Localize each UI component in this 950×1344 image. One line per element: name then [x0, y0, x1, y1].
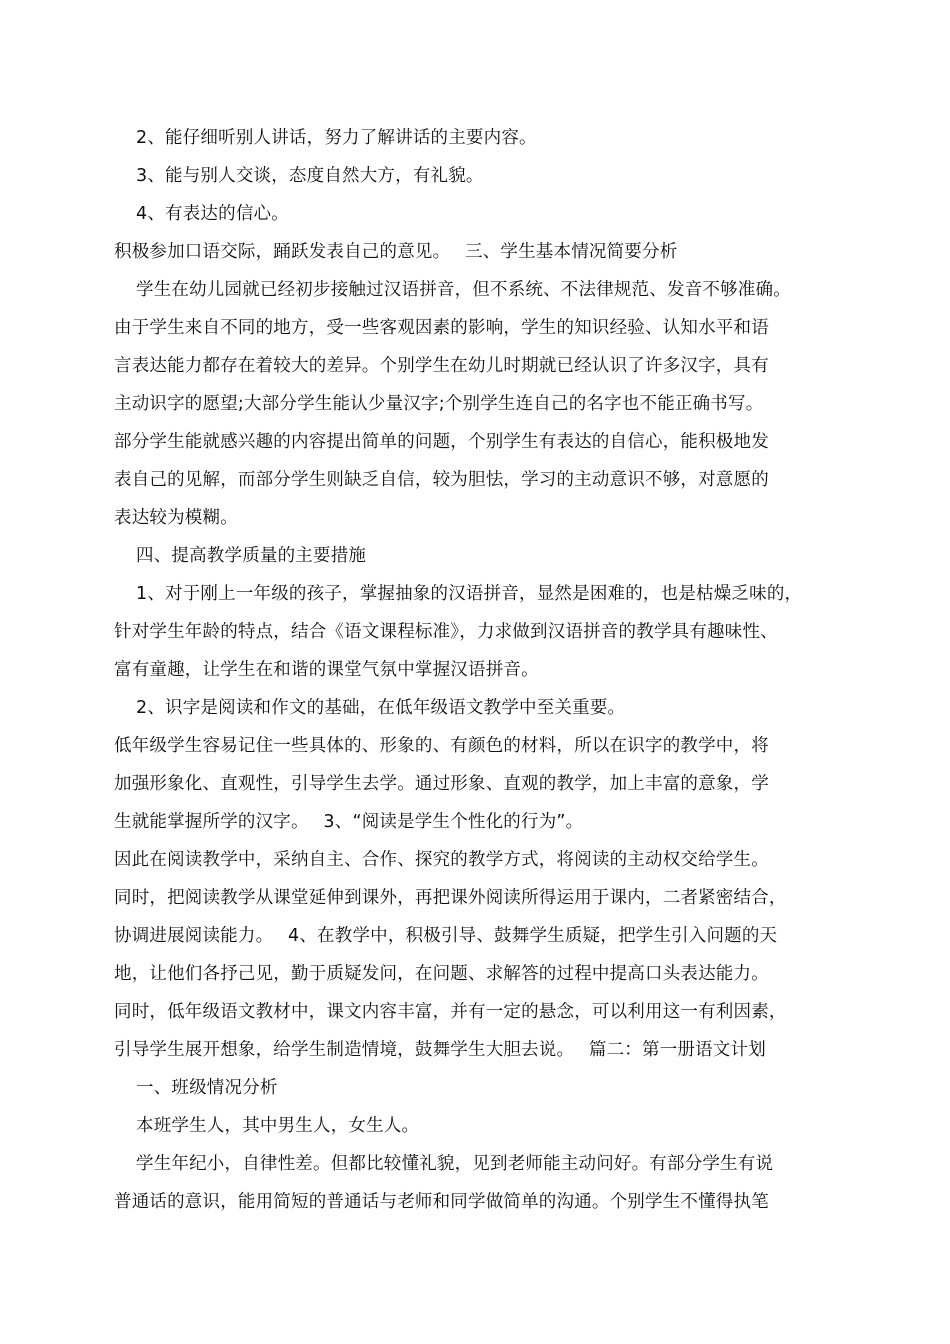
text-line: 引导学生展开想象，给学生制造情境，鼓舞学生大胆去说。 篇二：第一册语文计划 [114, 1040, 766, 1060]
section-heading: 一、班级情况分析 [136, 1078, 278, 1098]
text-line: 本班学生人，其中男生人，女生人。 [136, 1116, 420, 1136]
text-line: 2、识字是阅读和作文的基础，在低年级语文教学中至关重要。 [136, 698, 626, 718]
text-line: 因此在阅读教学中，采纳自主、合作、探究的教学方式，将阅读的主动权交给学生。 [114, 850, 769, 870]
text-line: 同时，把阅读教学从课堂延伸到课外，再把课外阅读所得运用于课内，二者紧密结合， [114, 888, 787, 908]
text-line: 普通话的意识，能用简短的普通话与老师和同学做简单的沟通。个别学生不懂得执笔 [114, 1192, 769, 1212]
text-line: 富有童趣，让学生在和谐的课堂气氛中掌握汉语拼音。 [114, 660, 539, 680]
text-line: 低年级学生容易记住一些具体的、形象的、有颜色的材料，所以在识字的教学中，将 [114, 736, 769, 756]
text-line: 4、有表达的信心。 [136, 204, 289, 224]
text-line: 积极参加口语交际，踊跃发表自己的意见。 三、学生基本情况简要分析 [114, 242, 678, 262]
text-line: 针对学生年龄的特点，结合《语文课程标准》，力求做到汉语拼音的教学具有趣味性、 [114, 622, 778, 642]
text-line: 表达较为模糊。 [114, 508, 238, 528]
text-line: 生就能掌握所学的汉字。 3、“阅读是学生个性化的行为”。 [114, 812, 584, 832]
text-line: 1、对于刚上一年级的孩子，掌握抽象的汉语拼音，显然是困难的，也是枯燥乏味的， [136, 584, 803, 604]
text-line: 加强形象化、直观性，引导学生去学。通过形象、直观的教学，加上丰富的意象，学 [114, 774, 769, 794]
text-line: 言表达能力都存在着较大的差异。个别学生在幼儿时期就已经认识了许多汉字，具有 [114, 356, 769, 376]
text-line: 学生年纪小，自律性差。但都比较懂礼貌，见到老师能主动问好。有部分学生有说 [136, 1154, 774, 1174]
text-line: 2、能仔细听别人讲话，努力了解讲话的主要内容。 [136, 128, 537, 148]
text-line: 地，让他们各抒己见，勤于质疑发问，在问题、求解答的过程中提高口头表达能力。 [114, 964, 769, 984]
text-line: 协调进展阅读能力。 4、在教学中，积极引导、鼓舞学生质疑，把学生引入问题的天 [114, 926, 778, 946]
text-line: 学生在幼儿园就已经初步接触过汉语拼音，但不系统、不法律规范、发音不够准确。 [136, 280, 791, 300]
text-line: 同时，低年级语文教材中，课文内容丰富，并有一定的悬念，可以利用这一有利因素， [114, 1002, 787, 1022]
section-heading: 四、提高教学质量的主要措施 [136, 546, 367, 566]
text-line: 由于学生来自不同的地方，受一些客观因素的影响，学生的知识经验、认知水平和语 [114, 318, 769, 338]
text-line: 表自己的见解，而部分学生则缺乏自信，较为胆怯，学习的主动意识不够，对意愿的 [114, 470, 769, 490]
text-line: 主动识字的愿望;大部分学生能认少量汉字;个别学生连自己的名字也不能正确书写。 [114, 394, 764, 414]
text-line: 3、能与别人交谈，态度自然大方，有礼貌。 [136, 166, 484, 186]
text-line: 部分学生能就感兴趣的内容提出简单的问题，个别学生有表达的自信心，能积极地发 [114, 432, 769, 452]
